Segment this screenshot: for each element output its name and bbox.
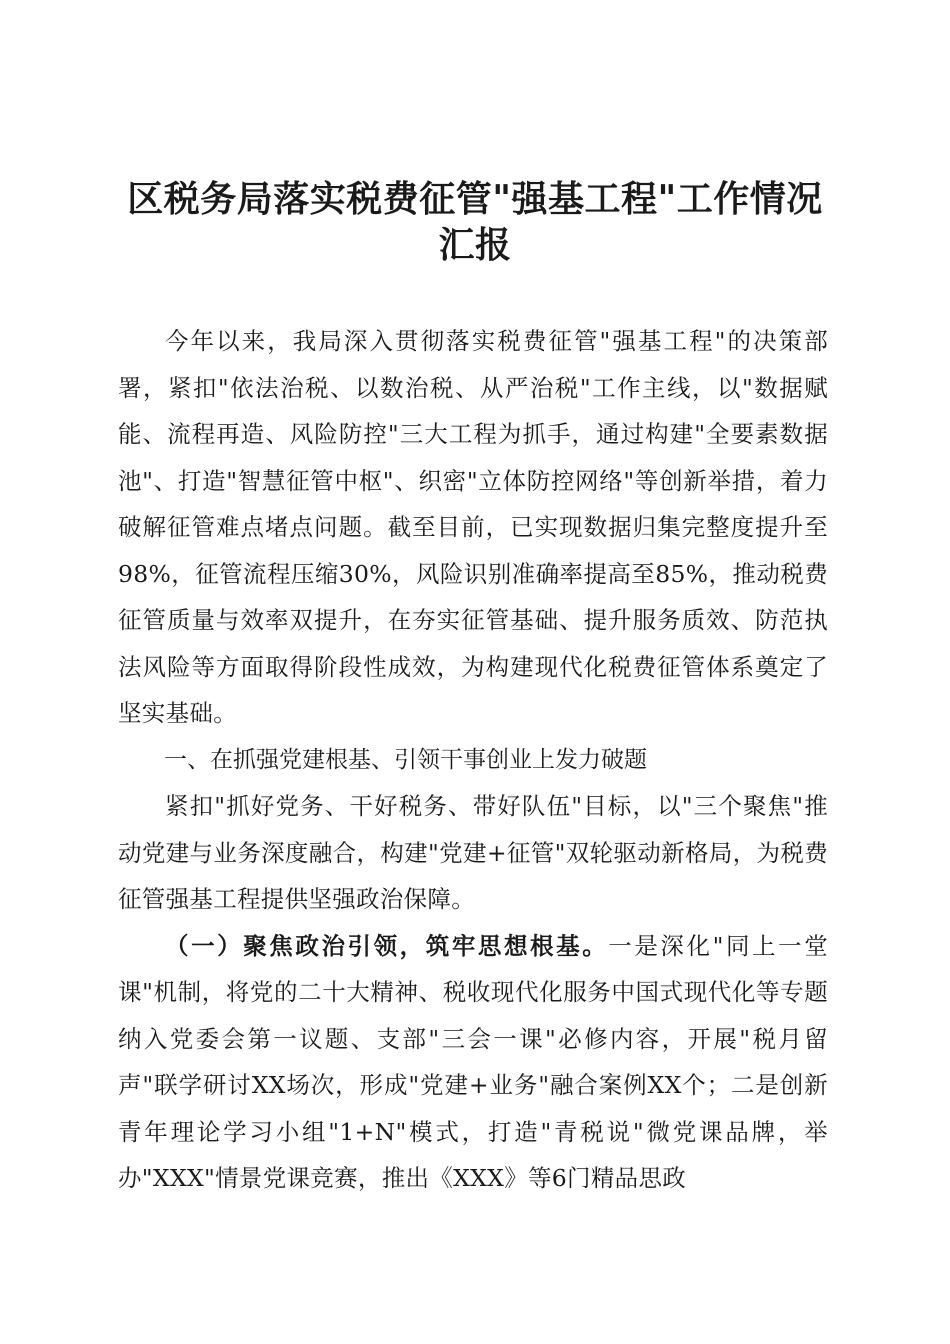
document-body: [118, 318, 828, 1202]
section-intro-paragraph: 紧扣"抓好党务、干好税务、带好队伍"目标，以"三个聚焦"推动党建与业务深度融合，构建"党建+征管"双轮驱动新格局，为税费征管强基工程提供坚强政治保障。: [118, 792, 828, 913]
subsection-paragraph-1: [118, 923, 828, 1202]
document-title: 区税务局落实税费征管"强基工程"工作情况汇报: [127, 178, 823, 266]
intro-paragraph: 今年以来，我局深入贯彻落实税费征管"强基工程"的决策部署，紧扣"依法治税、以数治税、从严治税"工作主线，以"数据赋能、流程再造、风险防控"三大工程为抓手，通过构建"全要素数据池"、打造"智慧征管中枢"、织密"立体防控网络"等创新举措，着力破解征管难点堵点问题。截至目前，已实现数据归集完整度提升至98%，征管流程压缩30%，风险识别准确率提高至85%，推动税费征管质量与效率双提升，在夯实征管基础、提升服务质效、防范执法风险等方面取得阶段性成效，为构建现代化税费征管体系奠定了坚实基础。: [118, 327, 828, 727]
section-heading-1: 一、在抓强党建根基、引领干事创业上发力破题: [164, 746, 647, 773]
subsection-text-1: 一是深化"同上一堂课"机制，将党的二十大精神、税收现代化服务中国式现代化等专题纳入党委会第一议题、支部"三会一课"必修内容，开展"税月留声"联学研讨XX场次，形成"党建+业务"融合案例XX个；二是创新青年理论学习小组"1+N"模式，打造"青税说"微党课品牌，举办"XXX"情景党课竞赛，推出《XXX》等6门精品思政: [118, 931, 828, 1192]
subsection-lead-1: （一）聚焦政治引领，筑牢思想根基。: [165, 931, 609, 960]
